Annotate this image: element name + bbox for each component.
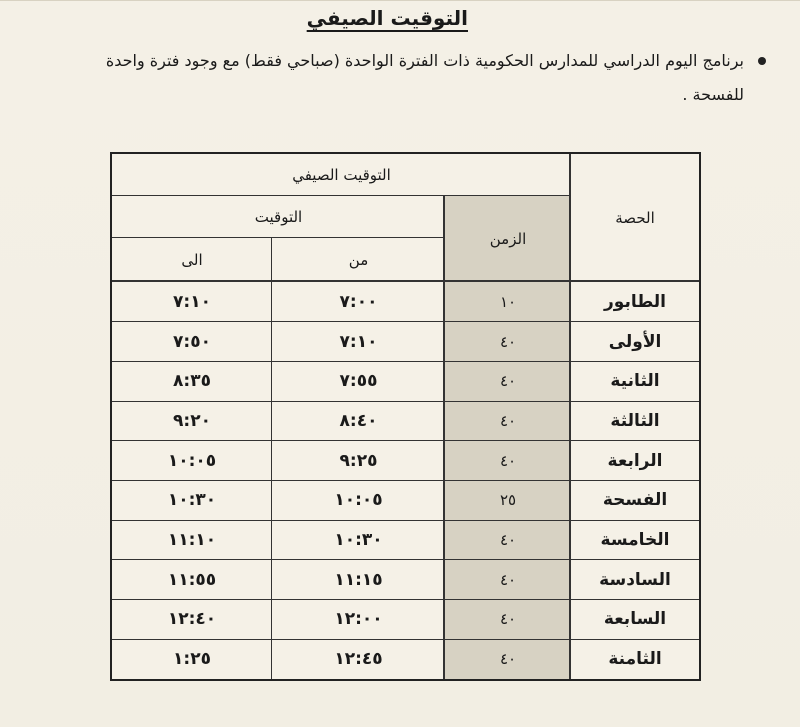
row-period: الخامسة [600, 530, 670, 551]
row-divider [112, 559, 699, 560]
row-to-time: ١١:١٠ [167, 530, 217, 551]
bullet-paragraph [104, 44, 744, 112]
row-divider [112, 401, 699, 402]
grid-line [112, 237, 445, 238]
row-to-time: ١٠:٣٠ [167, 490, 217, 511]
row-from-time: ١٢:٠٠ [334, 609, 383, 630]
row-duration: ٤٠ [499, 570, 517, 589]
row-duration: ٤٠ [499, 650, 517, 669]
row-period: الرابعة [607, 450, 663, 471]
header-period: الحصة [615, 208, 655, 227]
row-duration: ٤٠ [499, 372, 517, 391]
header-summer-timing: التوقيت الصيفي [292, 166, 391, 184]
row-divider [112, 440, 699, 441]
schedule-table [110, 152, 701, 681]
row-from-time: ١٠:٠٥ [334, 490, 383, 511]
row-duration: ٤٠ [499, 411, 517, 430]
row-duration: ٢٥ [499, 491, 517, 510]
row-to-time: ١١:٥٥ [167, 569, 217, 590]
row-from-time: ١١:١٥ [334, 569, 383, 590]
row-period: السابعة [603, 609, 667, 630]
header-timing: التوقيت [254, 208, 303, 226]
row-period: الثامنة [608, 649, 662, 670]
row-to-time: ٧:٥٠ [173, 331, 211, 352]
row-period: الفسحة [602, 490, 668, 511]
row-from-time: ٩:٢٥ [339, 450, 378, 471]
row-to-time: ١:٢٥ [173, 649, 211, 670]
row-from-time: ١٢:٤٥ [334, 649, 383, 670]
row-duration: ٤٠ [499, 332, 517, 351]
row-divider [112, 639, 699, 640]
row-divider [112, 321, 699, 322]
row-divider [112, 520, 699, 521]
row-from-time: ٧:٠٠ [339, 291, 378, 312]
row-to-time: ٨:٣٥ [173, 371, 211, 392]
row-divider [112, 480, 699, 481]
row-to-time: ١٢:٤٠ [167, 609, 217, 630]
row-divider [112, 361, 699, 362]
row-period: الأولى [608, 331, 662, 352]
row-to-time: ٧:١٠ [173, 291, 211, 312]
header-duration: الزمن [489, 229, 527, 248]
grid-line [112, 195, 571, 196]
row-to-time: ١٠:٠٥ [167, 450, 217, 471]
row-duration: ١٠ [499, 292, 517, 311]
row-from-time: ٧:١٠ [339, 331, 378, 352]
row-from-time: ١٠:٣٠ [334, 530, 383, 551]
row-duration: ٤٠ [499, 531, 517, 550]
row-period: الثانية [610, 371, 660, 392]
row-duration: ٤٠ [499, 451, 517, 470]
row-duration: ٤٠ [499, 610, 517, 629]
row-from-time: ٧:٥٥ [339, 371, 378, 392]
row-to-time: ٩:٢٠ [173, 410, 211, 431]
row-period: السادسة [599, 569, 671, 590]
row-divider [112, 599, 699, 600]
row-period: الطابور [604, 291, 666, 312]
row-from-time: ٨:٤٠ [339, 410, 378, 431]
bullet-text: برنامج اليوم الدراسي للمدارس الحكومية ذات الفترة الواحدة (صباحي فقط) مع وجود فترة واحدة للفسحة . [105, 51, 744, 104]
page-title: التوقيت الصيفي [306, 6, 468, 30]
bullet-icon [758, 57, 766, 65]
row-period: الثالثة [610, 410, 660, 431]
header-from: من [348, 250, 369, 269]
header-to: الى [181, 250, 203, 269]
